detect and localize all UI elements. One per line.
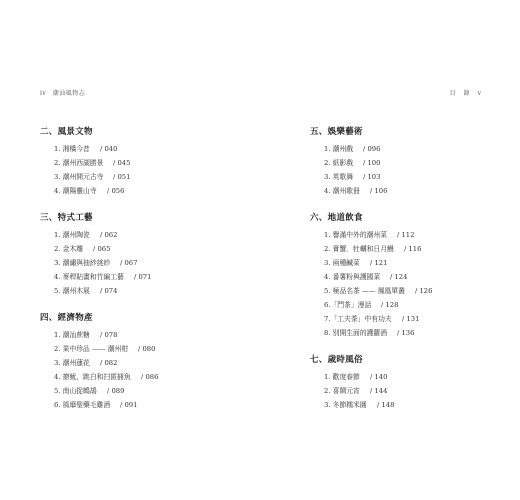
toc-entry[interactable]	[40, 256, 240, 270]
toc-entry[interactable]	[310, 256, 510, 270]
toc-entry[interactable]	[310, 398, 510, 412]
toc-entry[interactable]	[310, 284, 510, 298]
toc-entry-page: / 091	[120, 401, 138, 409]
toc-entry-page: / 100	[363, 159, 381, 167]
toc-entry-page: / 089	[107, 387, 125, 395]
section-title: 七、歲時風俗	[310, 355, 363, 365]
toc-entry-page: / 124	[390, 273, 408, 281]
toc-entry-title: 1. 歡度春節	[324, 373, 360, 381]
section-title: 五、娛樂藝術	[310, 127, 363, 137]
toc-column-left	[40, 126, 240, 426]
toc-entry-title: 4. 番薯粉與護國菜	[324, 273, 381, 281]
section-title: 三、特式工藝	[40, 213, 93, 223]
toc-entry-page: / 071	[134, 273, 152, 281]
toc-entry-page: / 144	[370, 387, 388, 395]
toc-entry-title: 5. 潮州木展	[54, 287, 90, 295]
toc-entry-title: 2. 膏蟹．牡蠣和日月鰻	[324, 245, 394, 253]
toc-entry[interactable]	[310, 184, 510, 198]
toc-entry-title: 6. 風靡聖藥毛雞酒	[54, 401, 111, 409]
toc-section	[40, 312, 240, 412]
toc-section	[310, 212, 510, 340]
toc-entry-title: 5. 南山捉鷓鴣	[54, 387, 97, 395]
toc-entry-page: / 080	[138, 345, 156, 353]
toc-entry-page: / 074	[100, 287, 118, 295]
toc-entry-title: 4. 撩魷，跳白和扫匿捕魚	[54, 373, 131, 381]
toc-entry-page: / 140	[370, 373, 388, 381]
toc-entry-page: / 045	[113, 159, 131, 167]
toc-entry[interactable]	[310, 142, 510, 156]
toc-entry-page: / 136	[397, 329, 415, 337]
toc-entry-page: / 106	[370, 187, 388, 195]
toc-entry[interactable]	[40, 284, 240, 298]
toc-entry[interactable]	[40, 242, 240, 256]
toc-entry-title: 4. 潮陽靈山寺	[54, 187, 97, 195]
toc-entry-title: 1. 譽滿中外的潮州菜	[324, 231, 388, 239]
toc-column-right	[310, 126, 510, 426]
toc-entry-title: 1. 潮州陶瓷	[54, 231, 90, 239]
toc-section	[40, 212, 240, 298]
toc-entry-page: / 086	[141, 373, 159, 381]
toc-entry-page: / 051	[113, 173, 131, 181]
toc-entry[interactable]	[310, 170, 510, 184]
section-title: 二、風景文物	[40, 127, 93, 137]
running-header-left: iv 潮汕風物志	[40, 90, 86, 97]
toc-entry-page: / 067	[120, 259, 138, 267]
section-title: 四、經濟物產	[40, 313, 93, 323]
toc-entry-page: / 096	[363, 145, 381, 153]
toc-entry[interactable]	[40, 342, 240, 356]
toc-entry-page: / 126	[415, 287, 433, 295]
toc-entry-page: / 103	[363, 173, 381, 181]
toc-entry-title: 3. 英歌舞	[324, 173, 354, 181]
toc-entry[interactable]	[310, 270, 510, 284]
toc-entry[interactable]	[40, 228, 240, 242]
toc-entry-title: 5. 極品名茶 —— 鳳凰單叢	[324, 287, 405, 295]
toc-entry-title: 2. 紙影戲	[324, 159, 354, 167]
running-header-right: 目 錄 v	[449, 90, 482, 97]
toc-section	[40, 126, 240, 198]
toc-entry-title: 3. 潮州開元古寺	[54, 173, 104, 181]
toc-entry-page: / 062	[100, 231, 118, 239]
toc-entry[interactable]	[40, 270, 240, 284]
toc-entry-page: / 065	[93, 245, 111, 253]
section-title: 六、地道飲食	[310, 213, 363, 223]
toc-entry-page: / 040	[100, 145, 118, 153]
toc-entry[interactable]	[310, 228, 510, 242]
toc-entry-page: / 121	[370, 259, 388, 267]
toc-entry-page: / 148	[377, 401, 395, 409]
toc-entry-page: / 112	[397, 231, 415, 239]
toc-entry[interactable]	[310, 312, 510, 326]
toc-entry-title: 4. 麥稈貼畫和竹編工藝	[54, 273, 124, 281]
toc-entry-page: / 128	[381, 301, 399, 309]
toc-entry[interactable]	[310, 326, 510, 340]
toc-entry-title: 3. 潮州蓮花	[54, 359, 90, 367]
toc-entry[interactable]	[40, 370, 240, 384]
toc-entry-title: 3. 冬節糯米圓	[324, 401, 367, 409]
toc-entry-title: 2. 果中珍品 —— 潮州柑	[54, 345, 129, 353]
toc-entry[interactable]	[310, 242, 510, 256]
toc-entry-title: 1. 潮汕蔗糖	[54, 331, 90, 339]
toc-entry[interactable]	[40, 184, 240, 198]
toc-entry[interactable]	[310, 156, 510, 170]
toc-entry[interactable]	[40, 356, 240, 370]
toc-entry-title: 8. 別開生面的護蘿酒	[324, 329, 388, 337]
toc-entry-title: 2. 潮州西湖勝景	[54, 159, 104, 167]
toc-section	[310, 354, 510, 412]
toc-entry[interactable]	[310, 384, 510, 398]
toc-entry[interactable]	[40, 156, 240, 170]
toc-entry-title: 7.「工夫茶」中有功夫	[324, 315, 392, 323]
toc-entry-title: 1. 潮州戲	[324, 145, 354, 153]
toc-entry-title: 6.「鬥茶」漫話	[324, 301, 372, 309]
toc-entry[interactable]	[40, 170, 240, 184]
toc-entry[interactable]	[40, 398, 240, 412]
toc-entry[interactable]	[310, 370, 510, 384]
toc-entry-page: / 131	[402, 315, 420, 323]
toc-entry-title: 4. 潮州歌冊	[324, 187, 360, 195]
toc-entry-title: 3. 兩種鹹菜	[324, 259, 360, 267]
toc-section	[310, 126, 510, 198]
toc-entry-page: / 078	[100, 331, 118, 339]
toc-entry[interactable]	[40, 384, 240, 398]
toc-entry[interactable]	[40, 328, 240, 342]
toc-entry-title: 3. 潮繡與抽紗挑紗	[54, 259, 111, 267]
toc-entry-page: / 082	[100, 359, 118, 367]
toc-entry-title: 2. 喜鬧元宵	[324, 387, 360, 395]
toc-entry-title: 2. 金木雕	[54, 245, 84, 253]
toc-entry[interactable]	[40, 142, 240, 156]
toc-entry-title: 1. 湘橋今昔	[54, 145, 90, 153]
toc-entry-page: / 116	[404, 245, 422, 253]
toc-entry[interactable]	[310, 298, 510, 312]
toc-entry-page: / 056	[107, 187, 125, 195]
